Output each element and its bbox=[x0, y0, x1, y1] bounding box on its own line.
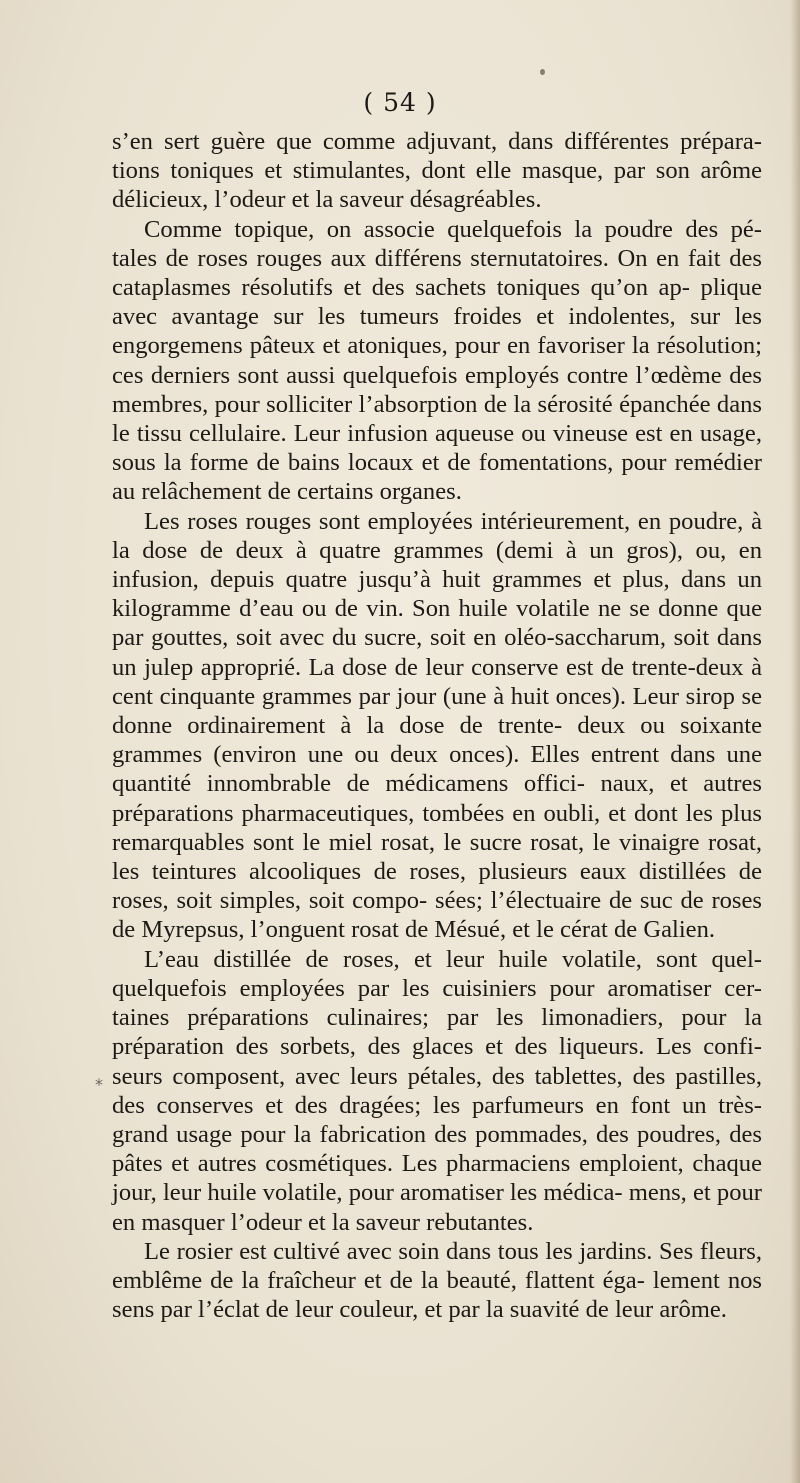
page-edge-shadow bbox=[790, 0, 800, 1483]
body-text bbox=[112, 127, 762, 1324]
ink-spot bbox=[540, 69, 545, 75]
page-number: ( 54 ) bbox=[363, 88, 437, 117]
margin-asterisk: * bbox=[95, 1075, 103, 1094]
paragraph-2: Comme topique, on associe quelquefois la poudre des pé- tales de roses rouges aux différens sternutatoires. On en fait des cataplasmes résolutifs et des sachets toniques qu’on ap- plique avec avantage sur les tumeurs froides et indolentes, sur les engorgemens pâteux et atoniques, pour en favoriser la résolution; ces derniers sont aussi quelquefois employés contre l’œdème des membres, pour solliciter l’absorption de la sérosité épanchée dans le tissu cellulaire. Leur infusion aqueuse ou vineuse est en usage, sous la forme de bains locaux et de fomentations, pour remédier au relâchement de certains organes. bbox=[112, 215, 762, 506]
paragraph-3: Les roses rouges sont employées intérieurement, en poudre, à la dose de deux à quatre grammes (demi à un gros), ou, en infusion, depuis quatre jusqu’à huit grammes et plus, dans un kilogramme d’eau ou de vin. Son huile volatile ne se donne que par gouttes, soit avec du sucre, soit en oléo-saccharum, soit dans un julep approprié. La dose de leur conserve est de trente-deux à cent cinquante grammes par jour (une à huit onces). Leur sirop se donne ordinairement à la dose de trente- deux ou soixante grammes (environ une ou deux onces). Elles entrent dans une quantité innombrable de médicamens offici- naux, et autres préparations pharmaceutiques, tombées en oubli, et dont les plus remarquables sont le miel rosat, le sucre rosat, le vinaigre rosat, les teintures alcooliques de roses, plusieurs eaux distillées de roses, soit simples, soit compo- sées; l’électuaire de suc de roses de Myrepsus, l’onguent rosat de Mésué, et le cérat de Galien. bbox=[112, 507, 762, 944]
paragraph-4: L’eau distillée de roses, et leur huile volatile, sont quel- quelquefois employées par les cuisiniers pour aromatiser cer- taines préparations culinaires; par les limonadiers, pour la préparation des sorbets, des glaces et des liqueurs. Les confi- seurs composent, avec leurs pétales, des tablettes, des pastilles, des conserves et des dragées; les parfumeurs en font un très- grand usage pour la fabrication des pommades, des poudres, des pâtes et autres cosmétiques. Les pharmaciens emploient, chaque jour, leur huile volatile, pour aromatiser les médica- mens, et pour en masquer l’odeur et la saveur rebutantes. bbox=[112, 945, 762, 1236]
paragraph-5: Le rosier est cultivé avec soin dans tous les jardins. Ses fleurs, emblême de la fraîcheur et de la beauté, flattent éga- lement nos sens par l’éclat de leur couleur, et par la suavité de leur arôme. bbox=[112, 1237, 762, 1324]
paragraph-1: s’en sert guère que comme adjuvant, dans différentes prépara- tions toniques et stimulantes, dont elle masque, par son arôme délicieux, l’odeur et la saveur désagréables. bbox=[112, 128, 762, 214]
